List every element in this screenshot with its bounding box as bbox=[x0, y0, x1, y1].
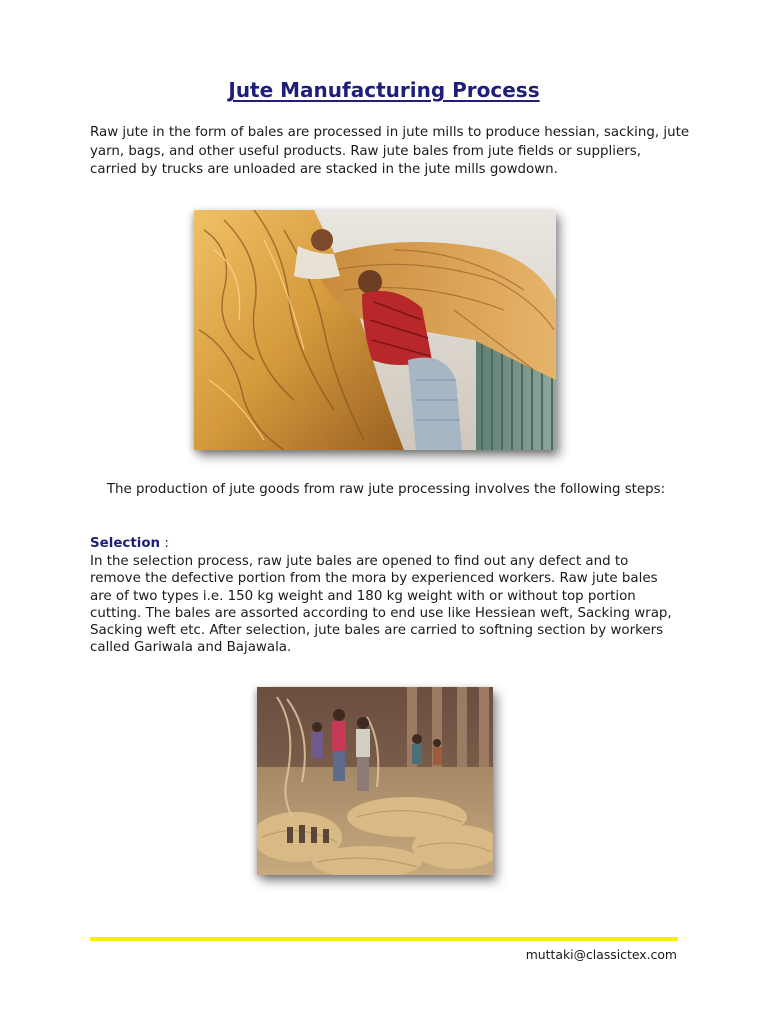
jute-selection-floor-photo bbox=[257, 687, 493, 875]
workers-stacking-jute-bales-photo bbox=[194, 210, 556, 450]
selection-paragraph: In the selection process, raw jute bales are opened to find out any defect and to remove the defective portion from the mora by experienced workers. Raw jute bales are of two types i.e. 150 kg weight and 180 kg weight with or without top portion cutting. The bales are assorted according to end use like Hessiean weft, Sacking wrap, Sacking weft etc. After selection, jute bales are carried to softning section by workers called Gariwala and Bajawala. bbox=[90, 554, 672, 656]
page-title: Jute Manufacturing Process bbox=[228, 78, 540, 102]
footer-divider bbox=[90, 937, 678, 941]
selection-heading-colon: : bbox=[164, 536, 169, 551]
steps-intro-text: The production of jute goods from raw jute processing involves the following steps: bbox=[106, 482, 666, 497]
intro-paragraph: Raw jute in the form of bales are processed in jute mills to produce hessian, sacking, jute yarn, bags, and other useful products. Raw jute bales from jute fields or suppliers, carried by trucks are unloaded are stacked in the jute mills gowdown. bbox=[90, 125, 690, 177]
selection-heading bbox=[90, 536, 169, 551]
selection-heading-label: Selection bbox=[90, 536, 161, 551]
footer-email: muttaki@classictex.com bbox=[525, 947, 677, 962]
